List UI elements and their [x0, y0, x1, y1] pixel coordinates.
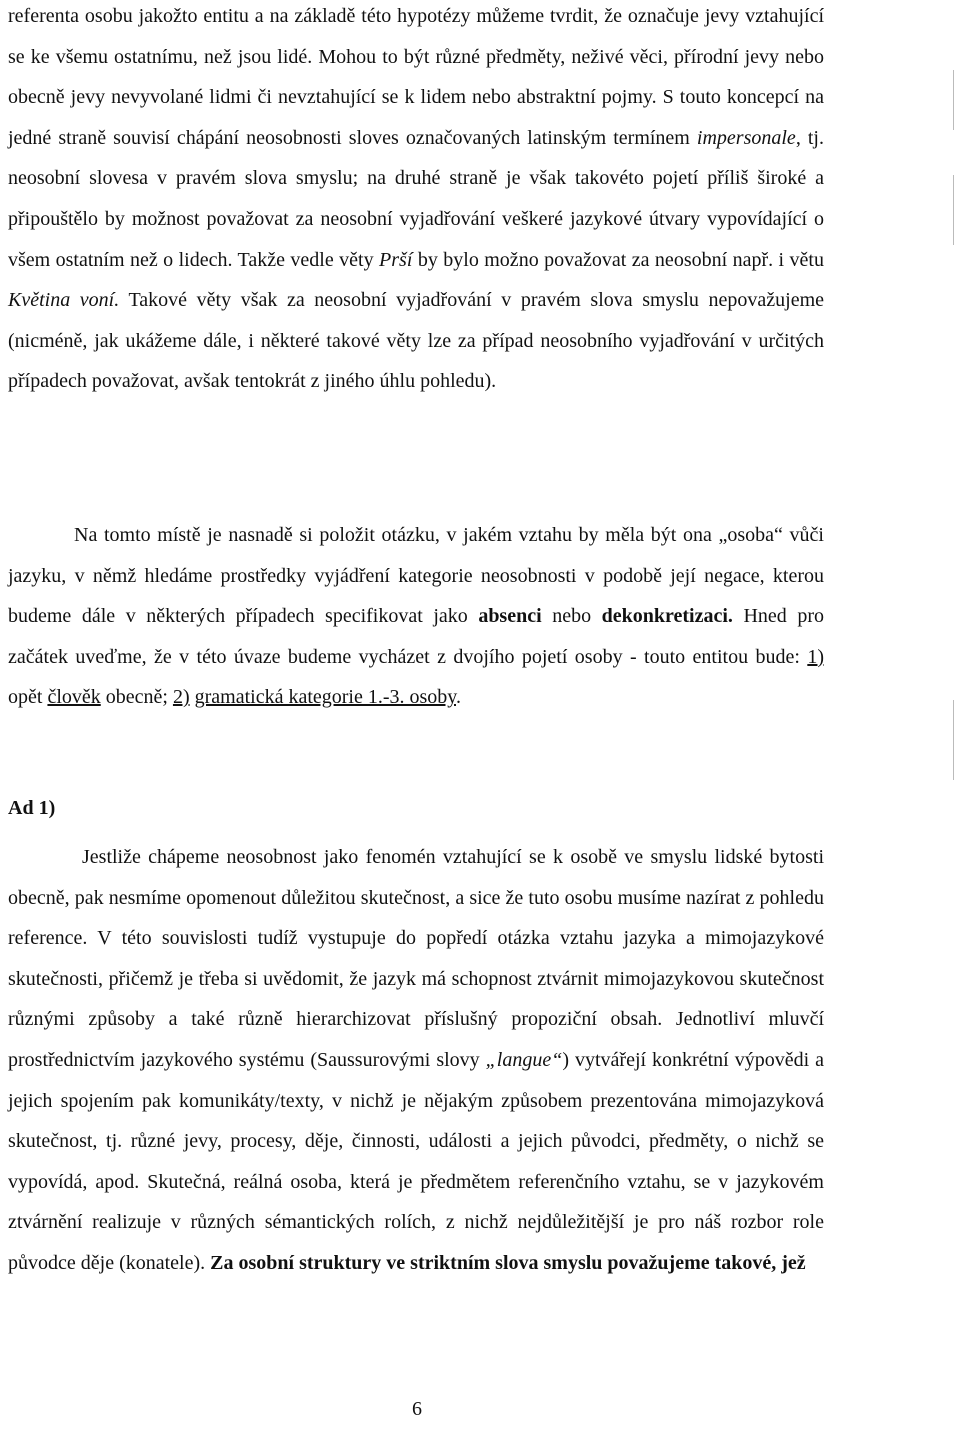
paragraph-2-text-d: opět: [8, 686, 48, 709]
paragraph-3-text-a: Jestliže chápeme neosobnost jako fenomén vztahující se k osobě ve smyslu lidské bytosti obecně, pak nesmíme opomenout důležitou skutečnost, a sice že tuto osobu musíme nazírat z pohledu reference. V této souvislosti tudíž vystupuje do popředí otázka vztahu jazyka a mimojazykové skutečnosti, přičemž je třeba si uvědomit, že jazyk má schopnost ztvárnit mimojazykovou skutečnost různými způsoby a také různě hierarchizovat příslušný propoziční obsah. Jednotliví mluvčí prostřednictvím jazykového systému (Saussurovými slovy: [8, 846, 824, 1071]
paragraph-1-text-d: Takové věty však za neosobní vyjadřování v pravém slova smyslu nepovažujeme (nicméně, jak ukážeme dále, i některé takové věty lze za případ neosobního vyjadřování v určitých případech považovat, avšak tentokrát z jiného úhlu pohledu).: [8, 289, 825, 393]
bold-absenci: absenci: [478, 605, 542, 628]
scan-edge-mark: [953, 700, 954, 780]
paragraph-2-text-g: .: [456, 686, 461, 709]
paragraph-1-text-b: , tj. neosobní slovesa v pravém slova smyslu; na druhé straně je však takovéto pojetí příliš široké a připouštělo by možnost považovat za neosobní vyjadřování veškeré jazykové útvary vypovídající o všem ostatním než o lidech. Takže vedle věty: [8, 126, 824, 271]
paragraph-2: [8, 515, 824, 718]
page-number: 6: [412, 1398, 422, 1420]
scan-edge-mark: [953, 175, 954, 245]
paragraph-1-text-c: by bylo možno považovat za neosobní např. i větu: [412, 248, 824, 271]
paragraph-2-text-b: nebo: [541, 605, 602, 628]
underlined-gramaticka-kategorie: gramatická kategorie 1.-3. osoby: [194, 686, 456, 709]
section-heading: Ad 1): [8, 797, 56, 819]
paragraph-1-text-a: referenta osobu jakožto entitu a na základě této hypotézy můžeme tvrdit, že označuje jevy vztahující se ke všemu ostatnímu, než jsou lidé. Mohou to být různé předměty, neživé věci, přírodní jevy nebo obecně jevy nevyvolané lidmi či nevztahující se k lidem nebo abstraktní pojmy. S touto koncepcí na jedné straně souvisí chápání neosobnosti sloves označovaných latinským termínem: [8, 5, 824, 149]
term-impersonale: impersonale: [696, 126, 796, 149]
paragraph-1: [8, 0, 824, 402]
term-langue: „langue“: [485, 1048, 563, 1071]
bold-conclusion: Za osobní struktury ve striktním slova smyslu považujeme takové, jež: [210, 1251, 806, 1274]
paragraph-3: [8, 837, 824, 1284]
paragraph-2-text-c: Hned pro začátek uveďme, že v této úvaze budeme vycházet z dvojího pojetí osoby - touto entitou bude:: [8, 605, 824, 668]
example-kvetina-voni: Květina voní.: [8, 289, 120, 312]
scan-edge-mark: [953, 70, 954, 130]
enum-2: 2): [172, 686, 190, 709]
paragraph-2-text-a: Na tomto místě je nasnadě si položit otázku, v jakém vztahu by měla být ona „osoba“ vůči jazyku, v němž hledáme prostředky vyjádření kategorie neosobnosti v podobě její negace, kterou budeme dále v některých případech specifikovat jako: [8, 524, 824, 628]
paragraph-2-text-e: obecně;: [100, 686, 173, 709]
enum-1: 1): [807, 645, 824, 668]
paragraph-3-text-b: ) vytvářejí konkrétní výpovědi a jejich spojením pak komunikáty/texty, v nichž je nějakým způsobem prezentována mimojazyková skutečnost, tj. různé jevy, procesy, děje, činnosti, události a jejich původci, předměty, o nichž se vypovídá, apod. Skutečná, reálná osoba, která je předmětem referenčního vztahu, se v jazykovém ztvárnění realizuje v různých sémantických rolích, z nichž nejdůležitější je pro náš rozbor role původce děje (konatele).: [8, 1048, 824, 1274]
example-prsi: Prší: [379, 248, 413, 271]
bold-dekonkretizaci: dekonkretizaci.: [601, 605, 733, 628]
underlined-clovek: člověk: [47, 686, 101, 709]
